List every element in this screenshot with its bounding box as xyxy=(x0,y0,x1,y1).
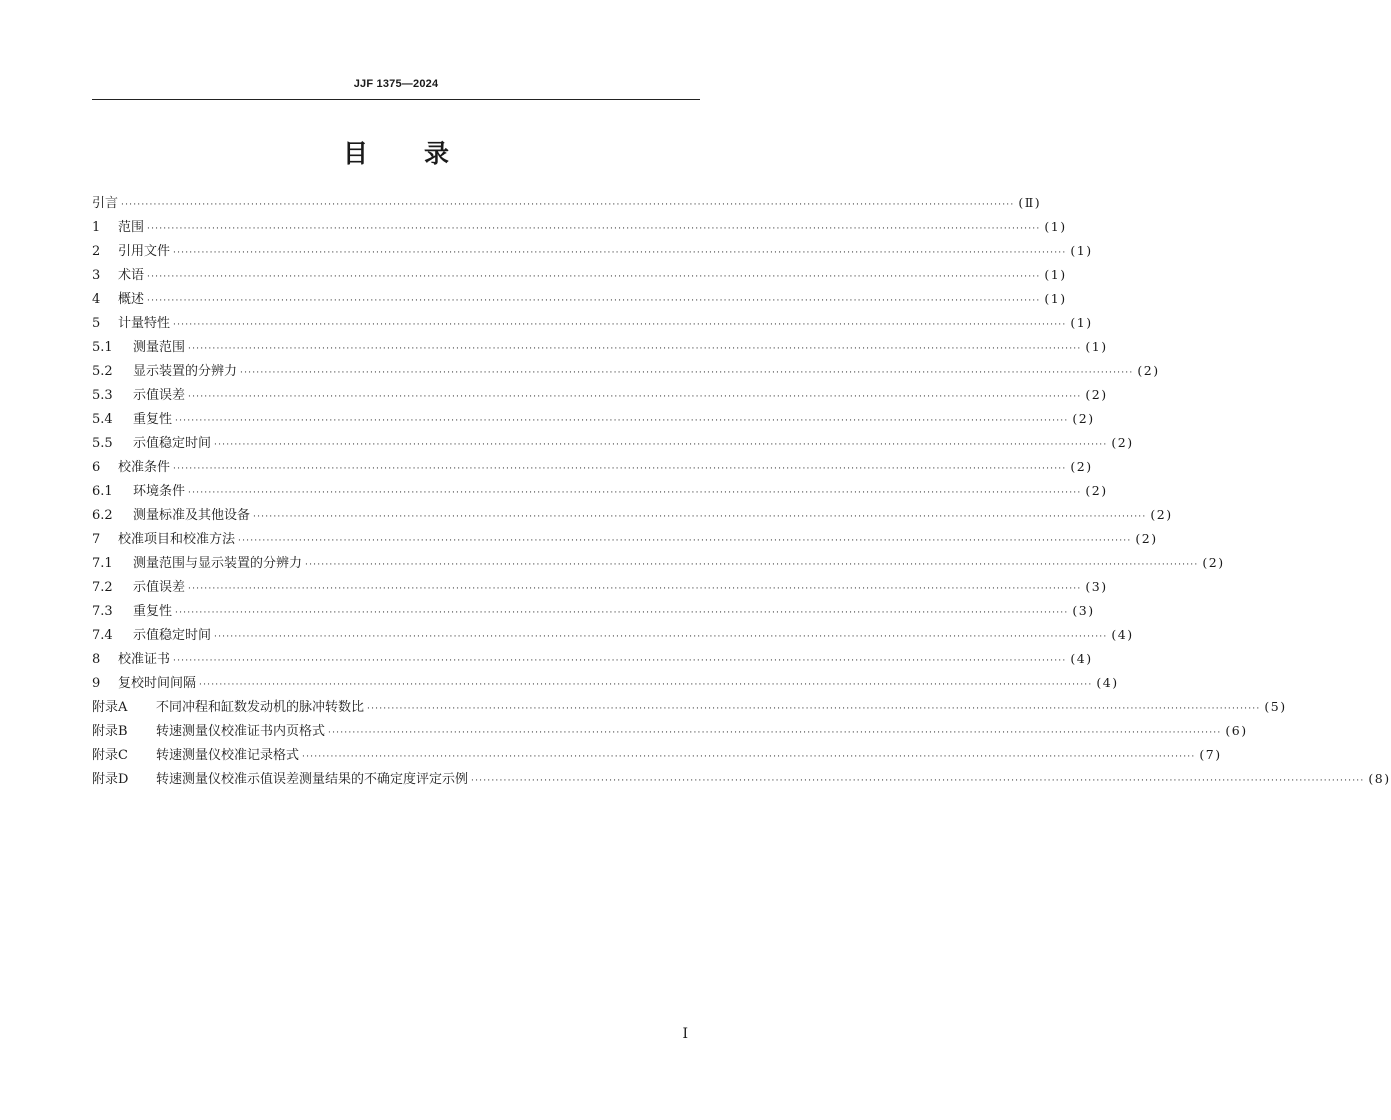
toc-entry[interactable] xyxy=(92,239,1093,263)
toc-leader-dots: ···························································································································································································································· xyxy=(214,440,1108,450)
toc-entry-page: (1) xyxy=(1044,219,1067,234)
toc-entry[interactable] xyxy=(92,599,1095,623)
toc-entry-number: 9 xyxy=(92,676,101,691)
toc-entry-title xyxy=(92,408,172,432)
toc-entry[interactable] xyxy=(92,215,1067,239)
toc-entry[interactable] xyxy=(92,311,1093,335)
toc-entry-text: 术语 xyxy=(118,268,145,283)
toc-entry-text: 校准证书 xyxy=(118,652,171,667)
toc-entry[interactable] xyxy=(92,743,1222,767)
toc-entry-text: 环境条件 xyxy=(133,484,186,499)
toc-leader-dots: ···························································································································································································································· xyxy=(253,512,1147,522)
toc-entry-number: 5.1 xyxy=(92,340,113,355)
toc-leader-dots: ···························································································································································································································· xyxy=(173,248,1067,258)
toc-entry-title xyxy=(92,360,237,384)
toc-entry-page: (2) xyxy=(1150,507,1173,522)
toc-entry[interactable] xyxy=(92,551,1225,575)
toc-entry-title xyxy=(92,576,185,600)
toc-entry[interactable] xyxy=(92,767,1391,791)
toc-entry-title xyxy=(92,528,235,552)
toc-entry-title xyxy=(92,336,185,360)
toc-entry-text: 复校时间间隔 xyxy=(118,676,197,691)
toc-entry[interactable] xyxy=(92,671,1119,695)
toc-entry-page: (8) xyxy=(1368,771,1391,786)
toc-entry-page: (1) xyxy=(1085,339,1108,354)
toc-entry-title xyxy=(92,768,468,792)
toc-entry-number: 附录C xyxy=(92,748,128,763)
toc-entry-number: 附录D xyxy=(92,772,129,787)
toc-entry-text: 转速测量仪校准证书内页格式 xyxy=(156,724,326,739)
toc-entry-text: 不同冲程和缸数发动机的脉冲转数比 xyxy=(156,700,365,715)
toc-entry[interactable] xyxy=(92,287,1067,311)
toc-entry-title xyxy=(92,384,185,408)
toc-entry-page: (2) xyxy=(1137,363,1160,378)
toc-leader-dots: ···························································································································································································································· xyxy=(214,632,1108,642)
toc-entry-number: 附录A xyxy=(92,700,128,715)
toc-leader-dots: ···························································································································································································································· xyxy=(147,296,1041,306)
running-header: JJF 1375—2024 xyxy=(353,78,439,90)
toc-entry-title xyxy=(92,672,196,696)
toc-entry-title xyxy=(92,216,144,240)
toc-entry-text: 转速测量仪校准记录格式 xyxy=(156,748,300,763)
toc-leader-dots: ···························································································································································································································· xyxy=(188,488,1082,498)
toc-entry[interactable] xyxy=(92,407,1095,431)
toc-entry-number: 7.4 xyxy=(92,628,113,643)
toc-entry[interactable] xyxy=(92,263,1067,287)
toc-entry[interactable] xyxy=(92,431,1134,455)
toc-entry-number: 3 xyxy=(92,268,101,283)
toc-entry-text: 示值稳定时间 xyxy=(133,628,212,643)
toc-entry-page: (4) xyxy=(1111,627,1134,642)
toc-entry[interactable] xyxy=(92,479,1108,503)
toc-entry-text: 示值误差 xyxy=(133,388,186,403)
toc-entry-number: 7 xyxy=(92,532,101,547)
toc-entry-text: 计量特性 xyxy=(118,316,171,331)
toc-entry-text: 显示装置的分辨力 xyxy=(133,364,238,379)
toc-leader-dots: ···························································································································································································································· xyxy=(471,776,1365,786)
toc-entry[interactable] xyxy=(92,359,1160,383)
header-rule xyxy=(92,99,700,100)
toc-entry[interactable] xyxy=(92,719,1248,743)
toc-entry-page: (2) xyxy=(1085,483,1108,498)
toc-leader-dots: ···························································································································································································································· xyxy=(173,320,1067,330)
toc-entry-page: (1) xyxy=(1070,315,1093,330)
toc-leader-dots: ···························································································································································································································· xyxy=(188,584,1082,594)
table-of-contents xyxy=(92,191,1391,791)
toc-leader-dots: ···························································································································································································································· xyxy=(305,560,1199,570)
toc-leader-dots: ···························································································································································································································· xyxy=(238,536,1132,546)
toc-entry-title xyxy=(92,552,302,576)
toc-entry-page: (3) xyxy=(1085,579,1108,594)
toc-entry-number: 2 xyxy=(92,244,101,259)
toc-entry-title xyxy=(92,192,118,216)
toc-entry-number: 7.1 xyxy=(92,556,113,571)
page-title: 目录 xyxy=(342,139,505,168)
toc-entry[interactable] xyxy=(92,647,1093,671)
toc-entry-page: (5) xyxy=(1264,699,1287,714)
toc-leader-dots: ···························································································································································································································· xyxy=(147,224,1041,234)
toc-entry-title xyxy=(92,648,170,672)
toc-leader-dots: ···························································································································································································································· xyxy=(328,728,1222,738)
toc-entry-page: (2) xyxy=(1135,531,1158,546)
toc-entry-number: 1 xyxy=(92,220,101,235)
toc-entry-number: 8 xyxy=(92,652,101,667)
toc-entry-title xyxy=(92,264,144,288)
toc-entry-text: 测量范围与显示装置的分辨力 xyxy=(133,556,303,571)
toc-entry-text: 校准项目和校准方法 xyxy=(118,532,236,547)
toc-entry-page: (2) xyxy=(1070,459,1093,474)
toc-leader-dots: ···························································································································································································································· xyxy=(173,656,1067,666)
toc-entry-number: 附录B xyxy=(92,724,128,739)
toc-entry[interactable] xyxy=(92,527,1158,551)
toc-entry-title xyxy=(92,720,325,744)
toc-entry-page: (2) xyxy=(1111,435,1134,450)
toc-entry-text: 范围 xyxy=(118,220,145,235)
toc-entry-page: (2) xyxy=(1072,411,1095,426)
toc-leader-dots: ···························································································································································································································· xyxy=(199,680,1093,690)
toc-entry[interactable] xyxy=(92,455,1093,479)
toc-entry-number: 7.2 xyxy=(92,580,113,595)
toc-leader-dots: ···························································································································································································································· xyxy=(240,368,1134,378)
toc-entry-number: 4 xyxy=(92,292,101,307)
toc-entry-page: (4) xyxy=(1070,651,1093,666)
toc-leader-dots: ···························································································································································································································· xyxy=(175,416,1069,426)
toc-leader-dots: ···························································································································································································································· xyxy=(367,704,1261,714)
toc-entry-number: 6.1 xyxy=(92,484,113,499)
toc-entry-number: 6.2 xyxy=(92,508,113,523)
toc-entry-page: (6) xyxy=(1225,723,1248,738)
toc-entry-number: 5.3 xyxy=(92,388,113,403)
toc-leader-dots: ···························································································································································································································· xyxy=(175,608,1069,618)
toc-leader-dots: ···························································································································································································································· xyxy=(188,344,1082,354)
toc-entry-title xyxy=(92,288,144,312)
toc-entry-text: 重复性 xyxy=(133,604,173,619)
toc-entry-title xyxy=(92,624,211,648)
toc-leader-dots: ···························································································································································································································· xyxy=(173,464,1067,474)
toc-entry-title xyxy=(92,504,250,528)
toc-entry-page: (1) xyxy=(1044,267,1067,282)
toc-entry-title xyxy=(92,432,211,456)
toc-entry-text: 示值误差 xyxy=(133,580,186,595)
toc-entry-page: (7) xyxy=(1199,747,1222,762)
toc-leader-dots: ···························································································································································································································· xyxy=(188,392,1082,402)
toc-entry-page: (Ⅱ) xyxy=(1018,195,1042,210)
toc-entry[interactable] xyxy=(92,575,1108,599)
toc-entry-number: 5.4 xyxy=(92,412,113,427)
toc-entry-text: 引言 xyxy=(92,196,119,211)
toc-entry-title xyxy=(92,744,299,768)
toc-entry-number: 5.2 xyxy=(92,364,113,379)
toc-entry-text: 测量标准及其他设备 xyxy=(133,508,251,523)
toc-entry[interactable] xyxy=(92,503,1173,527)
toc-entry-title xyxy=(92,600,172,624)
toc-entry-page: (2) xyxy=(1202,555,1225,570)
toc-entry[interactable] xyxy=(92,695,1287,719)
toc-entry-title xyxy=(92,456,170,480)
toc-entry-page: (4) xyxy=(1096,675,1119,690)
toc-entry-title xyxy=(92,480,185,504)
toc-leader-dots: ···························································································································································································································· xyxy=(302,752,1196,762)
toc-entry-text: 引用文件 xyxy=(118,244,171,259)
toc-entry-text: 测量范围 xyxy=(133,340,186,355)
toc-entry-number: 5.5 xyxy=(92,436,113,451)
toc-entry[interactable] xyxy=(92,335,1108,359)
toc-leader-dots: ···························································································································································································································· xyxy=(147,272,1041,282)
page-folio: I xyxy=(682,1026,688,1042)
toc-entry-title xyxy=(92,240,170,264)
toc-entry[interactable] xyxy=(92,623,1134,647)
toc-entry-text: 示值稳定时间 xyxy=(133,436,212,451)
toc-entry-text: 转速测量仪校准示值误差测量结果的不确定度评定示例 xyxy=(156,772,469,787)
toc-entry-title xyxy=(92,696,364,720)
toc-entry-title xyxy=(92,312,170,336)
toc-entry-page: (1) xyxy=(1044,291,1067,306)
toc-entry-page: (3) xyxy=(1072,603,1095,618)
toc-entry-text: 校准条件 xyxy=(118,460,171,475)
toc-leader-dots: ···························································································································································································································· xyxy=(121,200,1015,210)
toc-entry-page: (1) xyxy=(1070,243,1093,258)
toc-entry-number: 7.3 xyxy=(92,604,113,619)
toc-entry-page: (2) xyxy=(1085,387,1108,402)
toc-entry[interactable] xyxy=(92,383,1108,407)
toc-entry-number: 5 xyxy=(92,316,101,331)
toc-entry-text: 重复性 xyxy=(133,412,173,427)
toc-entry-number: 6 xyxy=(92,460,101,475)
toc-entry[interactable] xyxy=(92,191,1042,215)
toc-entry-text: 概述 xyxy=(118,292,145,307)
